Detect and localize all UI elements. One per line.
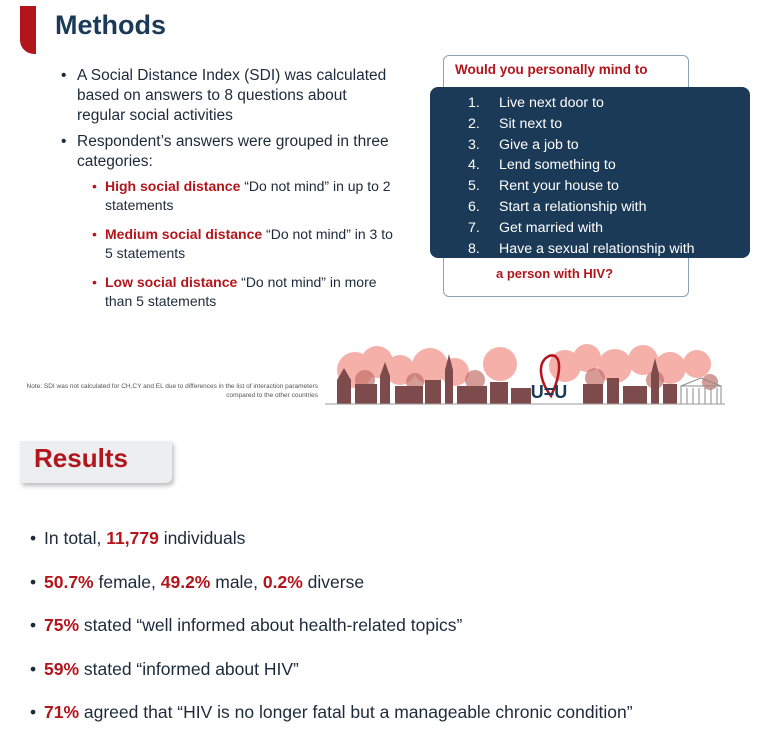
result-item bbox=[30, 527, 633, 571]
methods-bullet-sdi: • A Social Distance Index (SDI) was calculated based on answers to 8 questions about regular social activities bbox=[58, 66, 398, 126]
methods-title: Methods bbox=[55, 10, 166, 40]
item-number: 7. bbox=[468, 219, 480, 236]
item-text: Rent your house to bbox=[499, 178, 619, 195]
result-text: stated “well informed about health-related topics” bbox=[79, 615, 463, 635]
item-text: Sit next to bbox=[499, 115, 563, 132]
question-item bbox=[468, 93, 695, 114]
uu-logo-text: U=U bbox=[530, 382, 568, 402]
category-text: “Do not mind” in 3 to 5 statements bbox=[105, 226, 393, 261]
result-text: stated “informed about HIV” bbox=[79, 658, 299, 679]
question-item bbox=[468, 239, 695, 260]
question-item bbox=[468, 218, 695, 239]
question-item bbox=[468, 114, 695, 135]
item-number: 1. bbox=[468, 95, 480, 111]
city-skyline-illustration bbox=[325, 340, 725, 408]
item-text: Lend something to bbox=[499, 157, 616, 174]
result-item bbox=[30, 571, 633, 615]
methods-bullet-categories bbox=[58, 132, 398, 311]
result-text: individuals bbox=[158, 528, 246, 548]
item-number: 5. bbox=[468, 178, 480, 195]
item-text: Get married with bbox=[499, 219, 604, 236]
result-value: 59% bbox=[44, 658, 80, 679]
result-text: In total, bbox=[44, 528, 107, 548]
result-value: 75% bbox=[44, 615, 80, 635]
item-text: Have a sexual relationship with bbox=[499, 240, 695, 257]
result-value: 11,779 bbox=[106, 528, 159, 548]
category-label: Medium social distance bbox=[105, 226, 263, 242]
result-item bbox=[30, 701, 633, 745]
category-low bbox=[77, 273, 398, 311]
category-label: Low social distance bbox=[105, 274, 238, 290]
item-text: Live next door to bbox=[499, 95, 604, 111]
item-number: 3. bbox=[468, 136, 480, 153]
result-value: 71% bbox=[44, 702, 80, 722]
result-text: male, bbox=[210, 571, 263, 592]
category-text: “Do not mind” in up to 2 statements bbox=[105, 178, 391, 213]
result-text: agreed that “HIV is no longer fatal but a manageable chronic condition” bbox=[79, 702, 633, 722]
result-item bbox=[30, 658, 633, 702]
question-header: Would you personally mind to bbox=[455, 62, 648, 77]
question-item bbox=[468, 155, 695, 176]
item-number: 8. bbox=[468, 240, 480, 257]
category-medium bbox=[77, 225, 398, 263]
item-text: Give a job to bbox=[499, 136, 579, 153]
categories-intro: Respondent’s answers were grouped in three categories: bbox=[77, 133, 389, 170]
question-footer: a person with HIV? bbox=[496, 266, 614, 281]
question-item bbox=[468, 197, 695, 218]
result-value: 0.2% bbox=[262, 571, 303, 592]
result-item bbox=[30, 614, 633, 658]
item-number: 4. bbox=[468, 157, 480, 174]
item-text: Start a relationship with bbox=[499, 198, 647, 215]
results-title: Results bbox=[34, 443, 128, 473]
result-value: 50.7% bbox=[44, 571, 94, 592]
result-text: diverse bbox=[302, 571, 365, 592]
question-items bbox=[468, 93, 695, 259]
accent-bar bbox=[20, 6, 36, 54]
category-label: High social distance bbox=[105, 178, 241, 194]
results-list bbox=[30, 527, 633, 745]
result-text: female, bbox=[93, 571, 161, 592]
category-high bbox=[77, 177, 398, 215]
item-number: 6. bbox=[468, 198, 480, 215]
category-text: “Do not mind” in more than 5 statements bbox=[105, 274, 377, 309]
methods-list bbox=[58, 66, 398, 321]
item-number: 2. bbox=[468, 115, 480, 132]
footnote: Note: SDI was not calculated for CH,CY and EL due to differences in the list of interaction parameters compared to the other countries bbox=[26, 383, 318, 399]
result-value: 49.2% bbox=[160, 571, 211, 592]
question-item bbox=[468, 135, 695, 156]
category-list bbox=[77, 177, 398, 311]
question-item bbox=[468, 176, 695, 197]
